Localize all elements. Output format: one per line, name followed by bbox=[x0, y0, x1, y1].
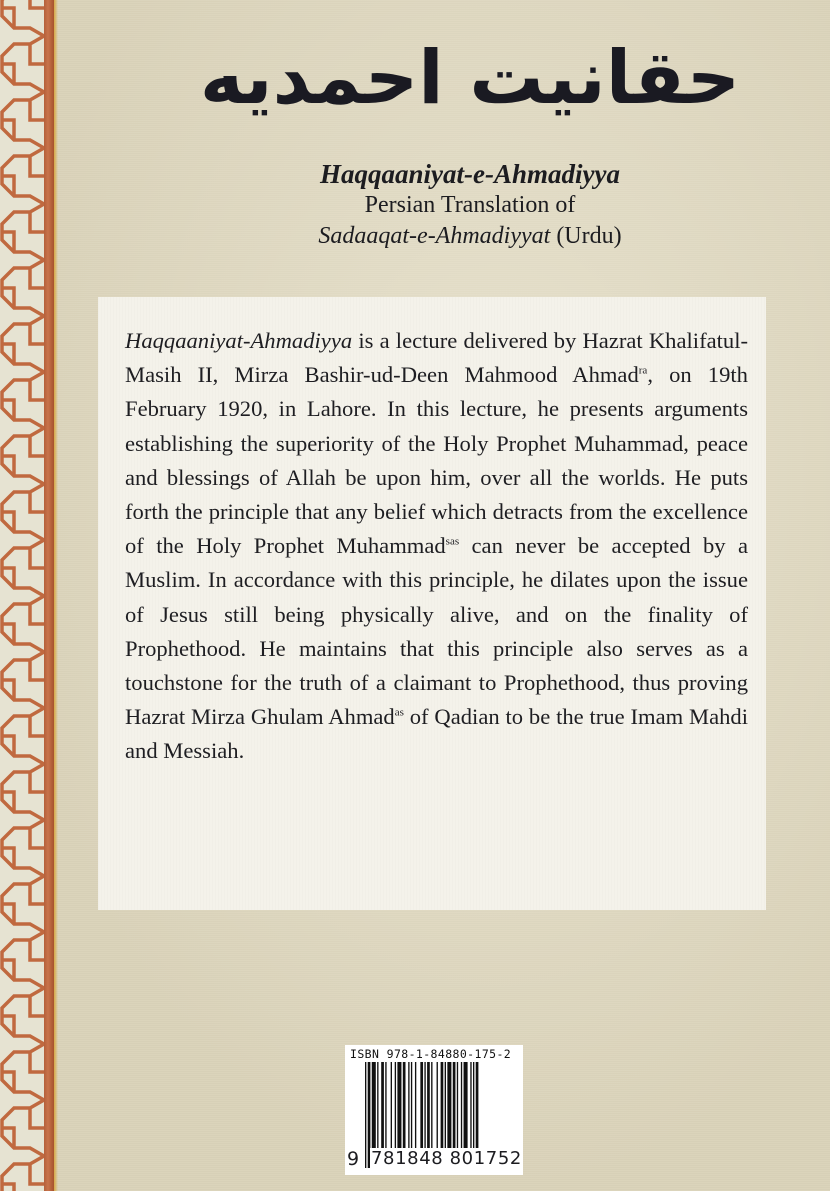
lattice-segment bbox=[2, 0, 44, 36]
barcode-bar bbox=[447, 1062, 451, 1150]
barcode-bar bbox=[453, 1062, 456, 1150]
ornamental-border-lattice bbox=[0, 0, 44, 1191]
lattice-segment bbox=[2, 708, 44, 764]
blurb-panel bbox=[98, 297, 766, 910]
barcode-bar bbox=[397, 1062, 401, 1150]
lattice-segment bbox=[2, 372, 44, 428]
barcode-bar bbox=[464, 1062, 468, 1150]
isbn-label: ISBN 978-1-84880-175-2 bbox=[350, 1047, 512, 1061]
ornamental-border-gold-edge bbox=[54, 0, 58, 1191]
barcode-bar bbox=[461, 1062, 462, 1150]
translation-note: Persian Translation of bbox=[364, 192, 576, 218]
blurb-part-1: is a lecture delivered by Hazrat Khalifatul-Masih II, Mirza Bashir-ud-Deen Mahmood Ahmad bbox=[125, 328, 748, 388]
barcode-bar bbox=[391, 1062, 392, 1150]
lattice-segment bbox=[2, 316, 44, 372]
honorific-ra: ra bbox=[638, 364, 648, 377]
persian-title: حقانیت احمدیه bbox=[199, 35, 741, 121]
blurb-lead-title: Haqqaaniyat-Ahmadiyya bbox=[125, 328, 353, 353]
barcode-bar bbox=[403, 1062, 406, 1150]
barcode-bar bbox=[385, 1062, 386, 1150]
ornamental-border-rail bbox=[44, 0, 54, 1191]
ean-digits: 781848 801752 bbox=[371, 1148, 522, 1169]
barcode-bar bbox=[408, 1062, 409, 1150]
barcode-bar bbox=[473, 1062, 474, 1150]
blurb-part-4: of Qadian to be the true Imam Mahdi and Messiah. bbox=[125, 704, 748, 764]
barcode-bar bbox=[395, 1062, 396, 1150]
lattice-segment bbox=[2, 428, 44, 484]
lattice-segment bbox=[2, 484, 44, 540]
lattice-segment bbox=[2, 260, 44, 316]
barcode-bar bbox=[441, 1062, 444, 1150]
lattice-segment bbox=[2, 988, 44, 1044]
original-language: (Urdu) bbox=[556, 223, 622, 249]
barcode-bar bbox=[377, 1062, 378, 1150]
lattice-segment bbox=[2, 1044, 44, 1100]
barcode-bar bbox=[437, 1062, 438, 1150]
lattice-segment bbox=[2, 652, 44, 708]
barcode-bar bbox=[445, 1062, 446, 1150]
lattice-segment bbox=[2, 148, 44, 204]
lattice-segment bbox=[2, 1156, 44, 1191]
isbn-barcode bbox=[345, 1045, 523, 1175]
lattice-segment bbox=[2, 540, 44, 596]
lattice-segment bbox=[2, 204, 44, 260]
barcode-bar bbox=[470, 1062, 471, 1150]
barcode-bar bbox=[372, 1062, 376, 1150]
barcode-bar bbox=[365, 1062, 366, 1168]
lattice-segment bbox=[2, 92, 44, 148]
barcode-bar bbox=[431, 1062, 432, 1150]
original-work-line bbox=[150, 221, 790, 252]
lattice-segment bbox=[2, 596, 44, 652]
barcode-bar bbox=[415, 1062, 416, 1150]
blurb-part-3: can never be accepted by a Muslim. In accordance with this principle, he dilates upon the issue of Jesus still being physically alive, and on the finality of Prophethood. He maintains that this principle also serves as a touchstone for the truth of a claimant to Prophethood, thus proving Hazrat Mirza Ghulam Ahmad bbox=[125, 533, 748, 730]
barcode-bar bbox=[411, 1062, 412, 1150]
honorific-sas: sas bbox=[445, 535, 460, 548]
barcode-bar bbox=[420, 1062, 423, 1150]
lattice-segment bbox=[2, 1100, 44, 1156]
original-work-title: Sadaaqat-e-Ahmadiyyat bbox=[318, 223, 551, 249]
barcode-bar bbox=[381, 1062, 384, 1150]
barcode-bar bbox=[457, 1062, 458, 1150]
blurb-text bbox=[125, 324, 748, 769]
lattice-segment bbox=[2, 36, 44, 92]
lattice-segment bbox=[2, 876, 44, 932]
transliterated-title: Haqqaaniyat-e-Ahmadiyya bbox=[320, 159, 620, 189]
lattice-segment bbox=[2, 932, 44, 988]
honorific-as: as bbox=[394, 706, 404, 719]
lattice-segment bbox=[2, 820, 44, 876]
ean-first-digit: 9 bbox=[347, 1148, 360, 1170]
title-block bbox=[150, 158, 790, 252]
blurb-part-2: , on 19th February 1920, in Lahore. In this lecture, he presents arguments establishing the superiority of the Holy Prophet Muhammad, peace and blessings of Allah be upon him, over all the worlds. He puts forth the principle that any belief which detracts from the excellence of the Holy Prophet Muhammad bbox=[125, 362, 748, 559]
lattice-segment bbox=[2, 764, 44, 820]
barcode-bar bbox=[427, 1062, 430, 1150]
